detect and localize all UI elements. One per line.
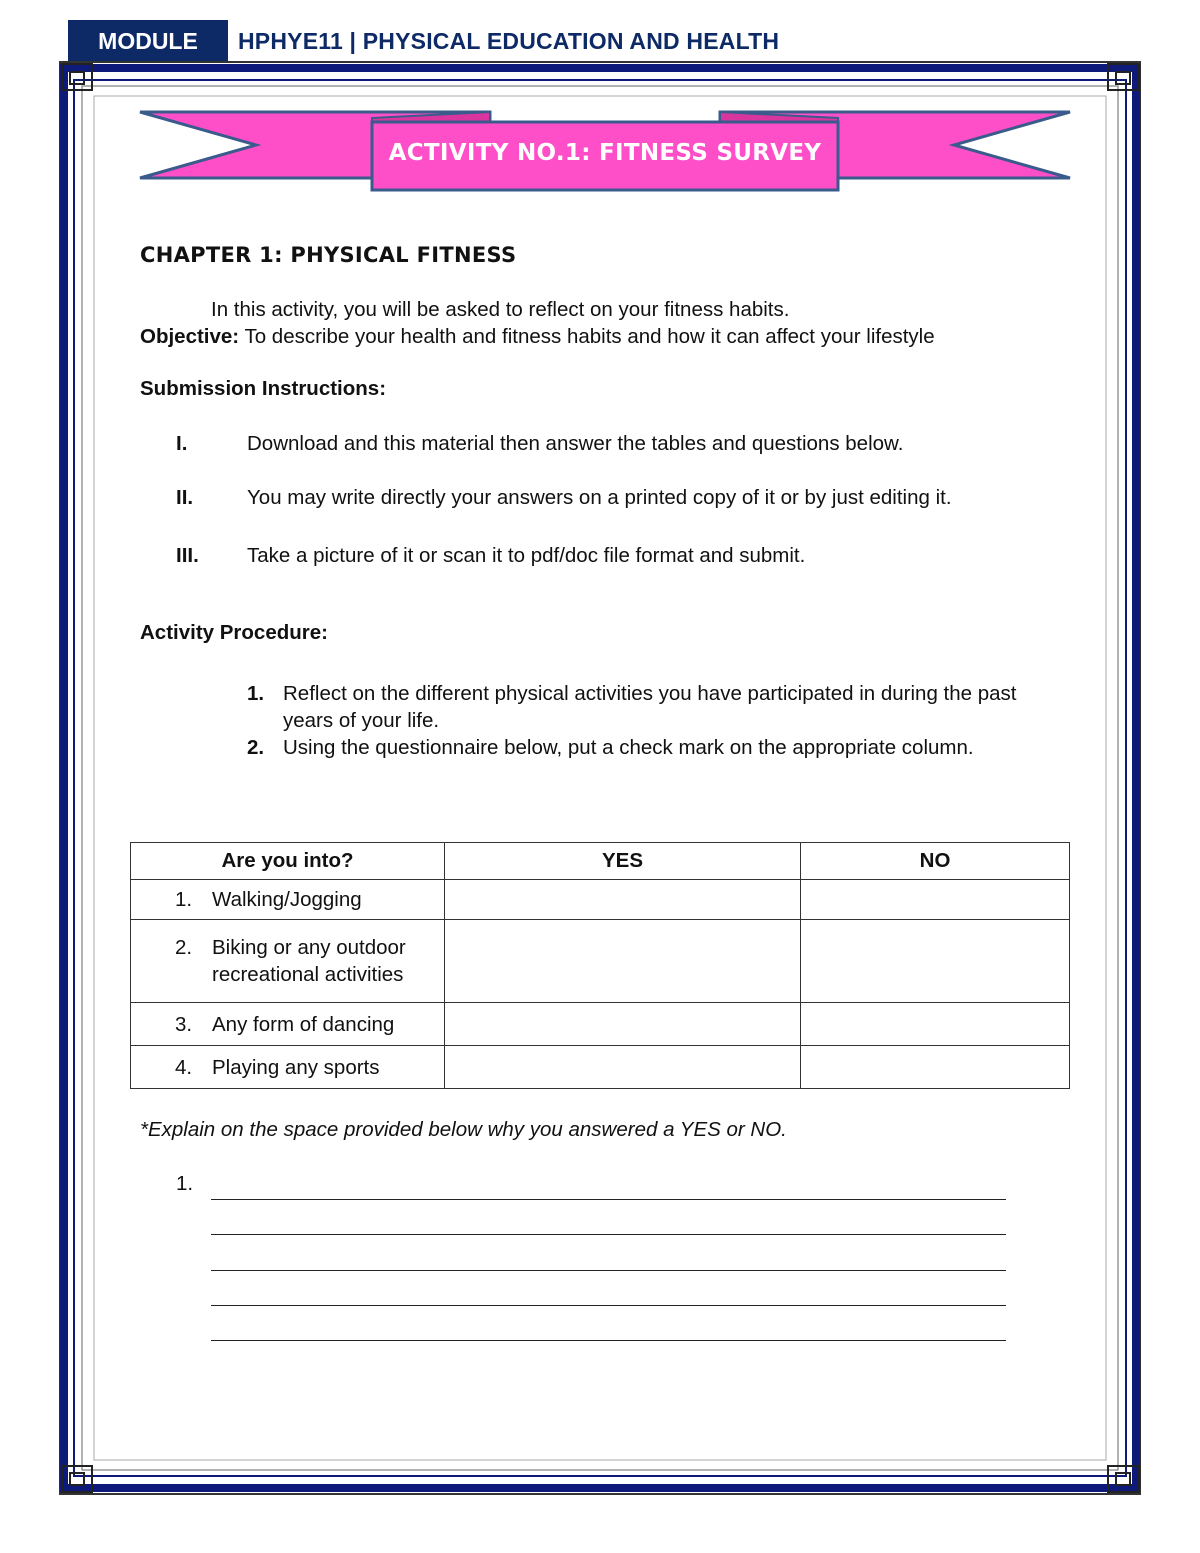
activity-label: Walking/Jogging bbox=[212, 888, 362, 911]
instruction-text: Download and this material then answer the tables and questions below. bbox=[247, 432, 904, 455]
banner-title: ACTIVITY NO.1: FITNESS SURVEY bbox=[388, 140, 822, 166]
no-cell[interactable] bbox=[801, 920, 1070, 1003]
header-no: NO bbox=[801, 843, 1070, 880]
activity-cell bbox=[131, 1046, 445, 1089]
intro-text: In this activity, you will be asked to reflect on your fitness habits. bbox=[211, 298, 790, 321]
submission-heading: Submission Instructions: bbox=[140, 377, 387, 400]
answer-line[interactable] bbox=[211, 1199, 1006, 1200]
activity-label: Playing any sports bbox=[212, 1055, 380, 1079]
no-cell[interactable] bbox=[801, 1046, 1070, 1089]
instruction-text: Take a picture of it or scan it to pdf/doc file format and submit. bbox=[247, 544, 806, 567]
row-number: 1. bbox=[175, 888, 193, 911]
row-number: 4. bbox=[175, 1055, 193, 1079]
activity-label: Any form of dancing bbox=[212, 1012, 395, 1036]
procedure-text: Using the questionnaire below, put a check mark on the appropriate column. bbox=[283, 736, 974, 759]
table-row bbox=[131, 880, 1070, 920]
objective-label: Objective: bbox=[140, 325, 240, 348]
module-label: MODULE bbox=[68, 20, 228, 62]
procedure-number: 2. bbox=[247, 736, 265, 759]
header-activity: Are you into? bbox=[131, 843, 445, 880]
answer-line[interactable] bbox=[211, 1234, 1006, 1235]
explain-prompt: *Explain on the space provided below why you answered a YES or NO. bbox=[140, 1118, 787, 1141]
no-cell[interactable] bbox=[801, 1003, 1070, 1046]
no-cell[interactable] bbox=[801, 880, 1070, 920]
corner-ornaments bbox=[62, 64, 1138, 1492]
table-row bbox=[131, 1003, 1070, 1046]
activity-label: Biking or any outdoor recreational activities bbox=[212, 936, 406, 986]
answer-line[interactable] bbox=[211, 1340, 1006, 1341]
yes-cell[interactable] bbox=[445, 880, 801, 920]
fitness-survey-table bbox=[130, 842, 1070, 1089]
procedure-item bbox=[247, 680, 1047, 734]
instruction-number: I. bbox=[176, 432, 188, 455]
row-number: 2. bbox=[175, 936, 193, 959]
instruction-number: II. bbox=[176, 486, 194, 509]
objective-text: To describe your health and fitness habits and how it can affect your lifestyle bbox=[239, 325, 935, 348]
activity-cell bbox=[131, 1003, 445, 1046]
procedure-heading: Activity Procedure: bbox=[140, 621, 328, 644]
objective bbox=[140, 323, 935, 350]
instruction-text: You may write directly your answers on a printed copy of it or by just editing it. bbox=[247, 486, 952, 509]
procedure-number: 1. bbox=[247, 682, 265, 705]
row-number: 3. bbox=[175, 1012, 193, 1036]
activity-cell bbox=[131, 880, 445, 920]
table-header-row bbox=[131, 843, 1070, 880]
answer-line[interactable] bbox=[211, 1305, 1006, 1306]
activity-cell bbox=[131, 920, 445, 1003]
table-row bbox=[131, 1046, 1070, 1089]
activity-banner bbox=[0, 0, 1200, 260]
instruction-number: III. bbox=[176, 544, 199, 567]
answer-line[interactable] bbox=[211, 1270, 1006, 1271]
yes-cell[interactable] bbox=[445, 1003, 801, 1046]
procedure-list bbox=[247, 680, 1047, 761]
yes-cell[interactable] bbox=[445, 1046, 801, 1089]
chapter-title: CHAPTER 1: PHYSICAL FITNESS bbox=[140, 243, 517, 267]
table-row bbox=[131, 920, 1070, 1003]
yes-cell[interactable] bbox=[445, 920, 801, 1003]
course-title: HPHYE11 | PHYSICAL EDUCATION AND HEALTH bbox=[238, 28, 780, 54]
header-yes: YES bbox=[445, 843, 801, 880]
procedure-item bbox=[247, 734, 1047, 761]
answer-number: 1. bbox=[176, 1172, 194, 1195]
procedure-text: Reflect on the different physical activities you have participated in during the past years of your life. bbox=[283, 682, 1017, 732]
